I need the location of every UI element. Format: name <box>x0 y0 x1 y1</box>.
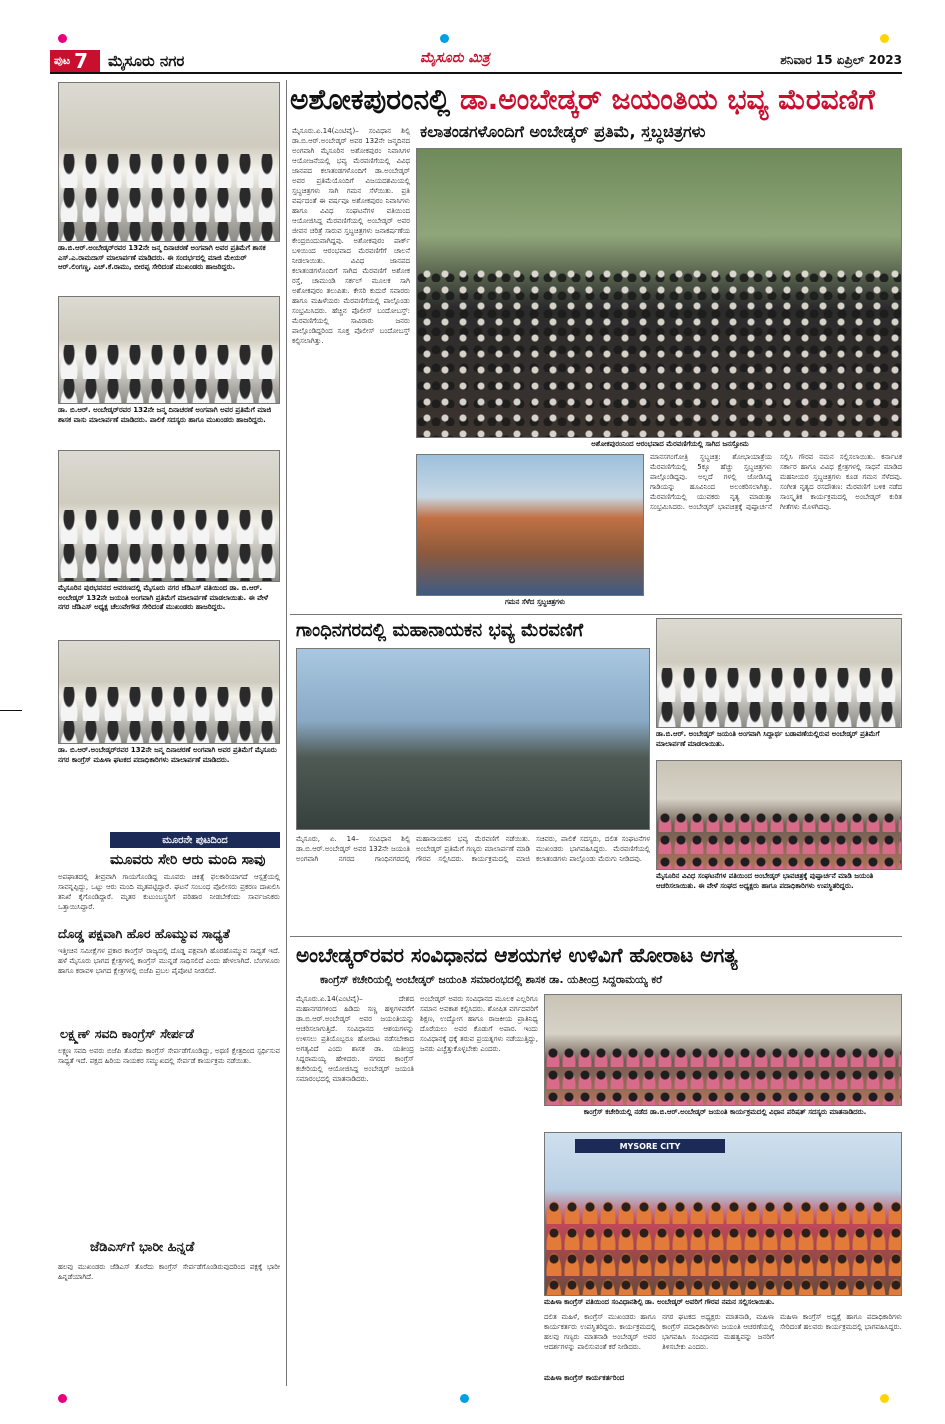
lead-headline <box>290 78 902 122</box>
page-number-box <box>50 50 100 72</box>
briefs-label: ಮೂರನೇ ಪುಟದಿಂದ <box>110 832 280 848</box>
caption-mahila-congress: ಮಹಿಳಾ ಕಾಂಗ್ರೆಸ್ ವತಿಯಿಂದ ಸಂವಿಧಾನಶಿಲ್ಪಿ ಡಾ. ಅಂಬೇಡ್ಕರ್ ಅವರಿಗೆ ಗೌರವ ನಮನ ಸಲ್ಲಿಸಲಾಯಿತು. <box>544 1298 775 1306</box>
column-rule <box>286 80 287 1386</box>
constitution-foot-3: ಮಹಿಳಾ ಕಾಂಗ್ರೆಸ್ ಅಧ್ಯಕ್ಷೆ ಹಾಗೂ ಪದಾಧಿಕಾರಿಗಳು ಸೇರಿದಂತೆ ಹಲವರು ಕಾರ್ಯಕ್ರಮದಲ್ಲಿ ಭಾಗವಹಿಸಿದ್ದರು. <box>780 1313 902 1331</box>
constitution-body-1: ಮೈಸೂರು.ಏ.14(ಎಂಟಿವೈ)– ದೇಶದ ಮಹಾನಗರಗಳಿಂದ ಹಿಡಿದು ಸಣ್ಣ ಹಳ್ಳಿಗಳವರೆಗೆ ಡಾ.ಬಿ.ಆರ್.ಅಂಬೇಡ್ಕರ್ ಅವರ ಜಯಂತಿಯನ್ನು ಆಚರಿಸಲಾಗುತ್ತಿದೆ. ಸಂವಿಧಾನದ ಆಶಯಗಳನ್ನು ಉಳಿಸಲು ಪ್ರತಿಯೊಬ್ಬರೂ ಹೋರಾಟ ನಡೆಸಬೇಕಾದ ಅಗತ್ಯವಿದೆ ಎಂದು ಶಾಸಕ ಡಾ. ಯತೀಂದ್ರ ಸಿದ್ದರಾಮಯ್ಯ ಹೇಳಿದರು. ನಗರದ ಕಾಂಗ್ರೆಸ್ ಕಚೇರಿಯಲ್ಲಿ ಆಯೋಜಿಸಿದ್ದ ಅಂಬೇಡ್ಕರ್ ಜಯಂತಿ ಸಮಾರಂಭದಲ್ಲಿ ಮಾತನಾಡಿದರು. <box>296 995 414 1083</box>
section-rule <box>290 614 902 615</box>
photo-statue-garlanding-4 <box>58 640 280 744</box>
gandhinagar-headline: ಗಾಂಧಿನಗರದಲ್ಲಿ ಮಹಾನಾಯಕನ ಭವ್ಯ ಮೆರವಣಿಗೆ <box>296 620 584 641</box>
constitution-headline: ಅಂಬೇಡ್ಕರ್‌ರವರ ಸಂವಿಧಾನದ ಆಶಯಗಳ ಉಳಿವಿಗೆ ಹೋರಾಟ ಅಗತ್ಯ <box>296 943 738 967</box>
issue-date: ಶನಿವಾರ 15 ಏಪ್ರಿಲ್ 2023 <box>780 53 902 67</box>
caption-procession: ಅಶೋಕಪುರಂನಿಂದ ಆರಂಭವಾದ ಮೆರವಣಿಗೆಯಲ್ಲಿ ಸಾಗಿದ ಜನಸ್ತೋಮ <box>591 440 749 448</box>
brief-body-3: ಲಕ್ಷ್ಮಣ ಸವದಿ ಅವರು ಬಿಜೆಪಿ ತೊರೆದು ಕಾಂಗ್ರೆಸ್ ಸೇರ್ಪಡೆಗೊಂಡಿದ್ದು, ಅಥಣಿ ಕ್ಷೇತ್ರದಿಂದ ಸ್ಪರ್ಧಿಸುವ ಸಾಧ್ಯತೆ ಇದೆ. ಪಕ್ಷದ ಹಿರಿಯ ನಾಯಕರ ಸಮ್ಮುಖದಲ್ಲಿ ಸೇರ್ಪಡೆ ಕಾರ್ಯಕ್ರಮ ನಡೆಯಿತು. <box>58 1047 280 1065</box>
caption-left-4: ಡಾ. ಬಿ.ಆರ್.ಅಂಬೇಡ್ಕರ್‌ರವರ 132ನೇ ಜನ್ಮ ದಿನಾಚರಣೆ ಅಂಗವಾಗಿ ಅವರ ಪ್ರತಿಮೆಗೆ ಮೈಸೂರು ನಗರ ಕಾಂಗ್ರೆಸ್ ಮಹಿಳಾ ಘಟಕದ ಪದಾಧಿಕಾರಿಗಳು ಮಾಲಾರ್ಪಣೆ ಮಾಡಿದರು. <box>58 746 277 764</box>
constitution-foot-2: ನಗರ ಘಟಕದ ಅಧ್ಯಕ್ಷರು ಮಾತನಾಡಿ, ಮಹಿಳಾ ಕಾಂಗ್ರೆಸ್ ಪದಾಧಿಕಾರಿಗಳು ಜಯಂತಿ ಆಚರಣೆಯಲ್ಲಿ ಭಾಗವಹಿಸಿ ಸಂವಿಧಾನದ ಮಹತ್ವವನ್ನು ಜನರಿಗೆ ತಿಳಿಸಬೇಕು ಎಂದರು. <box>662 1313 774 1351</box>
crop-mark <box>0 710 22 711</box>
section-title: ಮೈಸೂರು ನಗರ <box>108 52 185 70</box>
caption-congress-hall: ಕಾಂಗ್ರೆಸ್ ಕಚೇರಿಯಲ್ಲಿ ನಡೆದ ಡಾ.ಬಿ.ಆರ್.ಅಂಬೇಡ್ಕರ್ ಜಯಂತಿ ಕಾರ್ಯಕ್ರಮದಲ್ಲಿ ವಿಧಾನ ಪರಿಷತ್ ಸದಸ್ಯರು ಮಾತನಾಡಿದರು. <box>583 1108 867 1116</box>
caption-left-2: ಡಾ. ಬಿ.ಆರ್. ಅಂಬೇಡ್ಕರ್‌ರವರ 132ನೇ ಜನ್ಮ ದಿನಾಚರಣೆ ಅಂಗವಾಗಿ ಅವರ ಪ್ರತಿಮೆಗೆ ಮಾಜಿ ಶಾಸಕ ವಾಸು ಮಾಲಾರ್ಪಣೆ ಮಾಡಿದರು. ಪಾಲಿಕೆ ಸದಸ್ಯರು ಹಾಗೂ ಮುಖಂಡರು ಹಾಜರಿದ್ದರು. <box>58 406 272 424</box>
photo-memorial-tableau <box>416 454 644 596</box>
photo-gandhinagar-statue <box>296 648 650 830</box>
brief-title-2: ದೊಡ್ಡ ಪಕ್ಷವಾಗಿ ಹೊರ ಹೊಮ್ಮುವ ಸಾಧ್ಯತೆ <box>58 926 230 941</box>
caption-right-2: ಮೈಸೂರಿನ ವಿವಿಧ ಸಂಘಟನೆಗಳ ವತಿಯಿಂದ ಅಂಬೇಡ್ಕರ್ ಭಾವಚಿತ್ರಕ್ಕೆ ಪುಷ್ಪಾರ್ಚನೆ ಮಾಡಿ ಜಯಂತಿ ಆಚರಿಸಲಾಯಿತು. ಈ ವೇಳೆ ಸಂಘದ ಅಧ್ಯಕ್ಷರು ಹಾಗೂ ಪದಾಧಿಕಾರಿಗಳು ಉಪಸ್ಥಿತರಿದ್ದರು. <box>656 872 874 890</box>
photo-statue-garlanding-3 <box>58 450 280 582</box>
registration-mark <box>440 34 449 43</box>
caption-right-1: ಡಾ.ಬಿ.ಆರ್. ಅಂಬೇಡ್ಕರ್ ಜಯಂತಿ ಅಂಗವಾಗಿ ಸಿದ್ದಾರ್ಥ ಬಡಾವಣೆಯಲ್ಲಿರುವ ಅಂಬೇಡ್ಕರ್ ಪ್ರತಿಮೆಗೆ ಮಾಲಾರ್ಪಣೆ ಮಾಡಲಾಯಿತು. <box>656 730 880 748</box>
lead-headline-part2: ಡಾ.ಅಂಬೇಡ್ಕರ್ ಜಯಂತಿಯ ಭವ್ಯ ಮೆರವಣಿಗೆ <box>459 83 875 116</box>
photo-procession-crowd <box>416 148 902 438</box>
constitution-foot-1: ದಲಿತ ಮಹಿಳೆ, ಕಾಂಗ್ರೆಸ್ ಮುಖಂಡರು ಹಾಗೂ ಕಾರ್ಯಕರ್ತರು ಉಪಸ್ಥಿತರಿದ್ದರು. ಕಾರ್ಯಕ್ರಮದಲ್ಲಿ ಹಲವು ಗಣ್ಯರು ಮಾತನಾಡಿ ಅಂಬೇಡ್ಕರ್ ಅವರ ಆದರ್ಶಗಳನ್ನು ಪಾಲಿಸುವಂತೆ ಕರೆ ನೀಡಿದರು. <box>544 1313 656 1351</box>
photo-statue-garlanding-2 <box>58 296 280 404</box>
registration-mark <box>460 1394 469 1403</box>
photo-mahila-congress <box>544 1132 902 1296</box>
registration-mark <box>58 34 67 43</box>
brief-body-2: ಇತ್ತೀಚಿನ ಸಮೀಕ್ಷೆಗಳ ಪ್ರಕಾರ ಕಾಂಗ್ರೆಸ್ ರಾಜ್ಯದಲ್ಲಿ ದೊಡ್ಡ ಪಕ್ಷವಾಗಿ ಹೊರಹೊಮ್ಮುವ ಸಾಧ್ಯತೆ ಇದೆ. ಹಳೆ ಮೈಸೂರು ಭಾಗದ ಕ್ಷೇತ್ರಗಳಲ್ಲಿ ಕಾಂಗ್ರೆಸ್ ಮುನ್ನಡೆ ಸಾಧಿಸಲಿದೆ ಎಂದು ಹೇಳಲಾಗಿದೆ. ಬೆಂಗಳೂರು ಹಾಗೂ ಕರಾವಳಿ ಭಾಗದ ಕ್ಷೇತ್ರಗಳಲ್ಲಿ ಬಿಜೆಪಿ ಪ್ರಬಲ ಪೈಪೋಟಿ ನೀಡಲಿದೆ. <box>58 947 280 975</box>
gandhinagar-body: ಮೈಸೂರು, ಏ. 14– ಸಂವಿಧಾನ ಶಿಲ್ಪಿ ಡಾ.ಬಿ.ಆರ್.ಅಂಬೇಡ್ಕರ್ ಅವರ 132ನೇ ಜಯಂತಿ ಅಂಗವಾಗಿ ನಗರದ ಗಾಂಧಿನಗರದಲ್ಲಿ ಮಹಾನಾಯಕನ ಭವ್ಯ ಮೆರವಣಿಗೆ ನಡೆಯಿತು. ಅಂಬೇಡ್ಕರ್ ಪ್ರತಿಮೆಗೆ ಗಣ್ಯರು ಮಾಲಾರ್ಪಣೆ ಮಾಡಿ ಗೌರವ ಸಲ್ಲಿಸಿದರು. ಕಾರ್ಯಕ್ರಮದಲ್ಲಿ ಮಾಜಿ ಸಚಿವರು, ಪಾಲಿಕೆ ಸದಸ್ಯರು, ದಲಿತ ಸಂಘಟನೆಗಳ ಮುಖಂಡರು ಭಾಗವಹಿಸಿದ್ದರು. ಮೆರವಣಿಗೆಯಲ್ಲಿ ಕಲಾತಂಡಗಳು ಪಾಲ್ಗೊಂಡು ಮೆರುಗು ನೀಡಿದವು. <box>296 835 650 863</box>
page-number: 7 <box>74 49 89 73</box>
lead-subhead: ಕಲಾತಂಡಗಳೊಂದಿಗೆ ಅಂಬೇಡ್ಕರ್ ಪ್ರತಿಮೆ, ಸ್ತಬ್ಧಚಿತ್ರಗಳು <box>420 122 706 141</box>
paper-name: ಮೈಸೂರು ಮಿತ್ರ <box>420 50 490 66</box>
banner-mysore-city: MYSORE CITY <box>575 1139 725 1153</box>
brief-body-4: ಹಲವು ಮುಖಂಡರು ಜೆಡಿಎಸ್ ತೊರೆದು ಕಾಂಗ್ರೆಸ್ ಸೇರ್ಪಡೆಗೊಂಡಿರುವುದರಿಂದ ಪಕ್ಷಕ್ಕೆ ಭಾರೀ ಹಿನ್ನಡೆಯಾಗಿದೆ. <box>58 1263 280 1281</box>
lead-body: ಮೈಸೂರು.ಏ.14(ಎಂಟಿವೈ)– ಸಂವಿಧಾನ ಶಿಲ್ಪಿ ಡಾ.ಬಿ.ಆರ್.ಅಂಬೇಡ್ಕರ್ ಅವರ 132ನೇ ಜನ್ಮದಿನದ ಅಂಗವಾಗಿ ಮೈಸೂರಿನ ಅಶೋಕಪುರಂ ನಿವಾಸಿಗಳ ಆಯೋಜನೆಯಲ್ಲಿ ಭವ್ಯ ಮೆರವಣಿಗೆಯಲ್ಲಿ ವಿವಿಧ ಜಾನಪದ ಕಲಾತಂಡಗಳೊಂದಿಗೆ ಡಾ.ಅಂಬೇಡ್ಕರ್ ಅವರ ಪ್ರತಿಮೆಯೊಂದಿಗೆ ವಿಜಯದಶಮಿಯಲ್ಲಿ ಸ್ತಬ್ಧಚಿತ್ರಗಳು ಸಾಗಿ ಗಮನ ಸೆಳೆಯಿತು. ಪ್ರತಿ ವರ್ಷದಂತೆ ಈ ವರ್ಷವೂ ಅಶೋಕಪುರಂ ನಿವಾಸಿಗಳು ಹಾಗೂ ವಿವಿಧ ಸಂಘಟನೆಗಳ ವತಿಯಿಂದ ಆಯೋಜಿಸಿದ್ದ ಮೆರವಣಿಗೆಯಲ್ಲಿ ಅಂಬೇಡ್ಕರ್ ಅವರ ಜೀವನ ಚರಿತ್ರೆ ಸಾರುವ ಸ್ತಬ್ಧಚಿತ್ರಗಳು ಜನಾಕರ್ಷಣೆಯ ಕೇಂದ್ರಬಿಂದುವಾಗಿದ್ದವು. ಅಶೋಕಪುರಂ ಪಾರ್ಕ್ ಬಳಿಯಿಂದ ಆರಂಭವಾದ ಮೆರವಣಿಗೆಗೆ ಚಾಲನೆ ನೀಡಲಾಯಿತು. ವಿವಿಧ ಜಾನಪದ ಕಲಾತಂಡಗಳೊಂದಿಗೆ ಸಾಗಿದ ಮೆರವಣಿಗೆ ಅಶೋಕ ರಸ್ತೆ, ಚಾಮುಂಡಿ ಸರ್ಕಲ್ ಮೂಲಕ ಸಾಗಿ ಅಶೋಕಪುರಂ ತಲುಪಿತು. ಕೇಸರಿ ಕುದುರೆ ಸವಾರರು ಹಾಗೂ ಮಹಿಳೆಯರು ಮೆರವಣಿಗೆಯಲ್ಲಿ ಪಾಲ್ಗೊಂಡು ಸಂಭ್ರಮಿಸಿದರು. ಹೆಚ್ಚಿನ ಪೊಲೀಸ್ ಬಂದೋಬಸ್ತ್: ಮೆರವಣಿಗೆಯಲ್ಲಿ ಸಾವಿರಾರು ಜನರು ಪಾಲ್ಗೊಂಡಿದ್ದರಿಂದ ಸೂಕ್ತ ಪೊಲೀಸ್ ಬಂದೋಬಸ್ತ್ ಕಲ್ಪಿಸಲಾಗಿತ್ತು. <box>292 127 410 345</box>
brief-title-3: ಲಕ್ಷ್ಮಣ್ ಸವದಿ ಕಾಂಗ್ರೆಸ್ ಸೇರ್ಪಡೆ <box>60 1026 194 1041</box>
caption-tableau: ಗಮನ ಸೆಳೆದ ಸ್ತಬ್ಧಚಿತ್ರಗಳು <box>505 598 565 606</box>
photo-siddartha-layout <box>656 618 902 728</box>
caption-left-1: ಡಾ.ಬಿ.ಆರ್.ಅಂಬೇಡ್ಕರ್‌ರವರ 132ನೇ ಜನ್ಮ ದಿನಾಚರಣೆ ಅಂಗವಾಗಿ ಅವರ ಪ್ರತಿಮೆಗೆ ಶಾಸಕ ಎಸ್.ಎ.ರಾಮದಾಸ್ ಮಾಲಾರ್ಪಣೆ ಮಾಡಿದರು. ಈ ಸಂದರ್ಭದಲ್ಲಿ ಮಾಜಿ ಮೇಯರ್ ಆರ್.ಲಿಂಗಣ್ಣ, ಎಚ್.ಕೆ.ರಾಮು, ಬೀರಪ್ಪ ಸೇರಿದಂತೆ ಮುಖಂಡರು ಹಾಜರಿದ್ದರು. <box>58 244 266 271</box>
page-label: ಪುಟ <box>54 54 71 67</box>
brief-title-1: ಮೂವರು ಸೇರಿ ಆರು ಮಂದಿ ಸಾವು <box>110 852 266 868</box>
constitution-subhead: ಕಾಂಗ್ರೆಸ್ ಕಚೇರಿಯಲ್ಲಿ ಅಂಬೇಡ್ಕರ್ ಜಯಂತಿ ಸಮಾರಂಭದಲ್ಲಿ ಶಾಸಕ ಡಾ. ಯತೀಂದ್ರ ಸಿದ್ದರಾಮಯ್ಯ ಕರೆ <box>320 974 663 986</box>
masthead <box>50 50 902 74</box>
photo-statue-garlanding-1 <box>58 82 280 242</box>
constitution-foot-label: ಮಹಿಳಾ ಕಾಂಗ್ರೆಸ್ ಕಾರ್ಯಕರ್ತರಿಂದ <box>544 1374 625 1382</box>
registration-mark <box>880 1394 889 1403</box>
lead-side-body: ಮಾನಸಗಂಗೋತ್ರಿ ಸ್ಥಬ್ಧಚಿತ್ರ: ಶೋಭಾಯಾತ್ರೆಯ ಮೆರವಣಿಗೆಯಲ್ಲಿ 5ಕ್ಕೂ ಹೆಚ್ಚು ಸ್ತಬ್ಧಚಿತ್ರಗಳು ಪಾಲ್ಗೊಂಡಿದ್ದವು. ಅಲ್ಲದೆ ಗಳಲ್ಲಿ ಜೋಡಿಸಿದ್ದ ಗಾಡಿಯನ್ನು ಹೂವಿನಿಂದ ಅಲಂಕರಿಸಲಾಗಿತ್ತು. ಮೆರವಣಿಗೆಯಲ್ಲಿ ಯುವಕರು ನೃತ್ಯ ಮಾಡುತ್ತಾ ಸಂಭ್ರಮಿಸಿದರು. ಅಂಬೇಡ್ಕರ್ ಭಾವಚಿತ್ರಕ್ಕೆ ಪುಷ್ಪಾರ್ಚನೆ ಸಲ್ಲಿಸಿ ಗೌರವ ನಮನ ಸಲ್ಲಿಸಲಾಯಿತು. ಕರ್ನಾಟಕ ಸರ್ಕಾರ ಹಾಗೂ ವಿವಿಧ ಕ್ಷೇತ್ರಗಳಲ್ಲಿ ಸಾಧನೆ ಮಾಡಿದ ಮಹನೀಯರ ಸ್ತಬ್ಧಚಿತ್ರಗಳು ಕೂಡ ಗಮನ ಸೆಳೆದವು. ಸಂಗೀತ ನೃತ್ಯದ ರಸದೌತಣ: ಮೆರವಣಿಗೆ ಬಳಿಕ ನಡೆದ ಸಾಂಸ್ಕೃತಿಕ ಕಾರ್ಯಕ್ರಮದಲ್ಲಿ ಅಂಬೇಡ್ಕರ್ ಕುರಿತ ಗೀತೆಗಳು ಮೊಳಗಿದವು. <box>650 453 902 511</box>
registration-mark <box>880 34 889 43</box>
lead-headline-part1: ಅಶೋಕಪುರಂನಲ್ಲಿ <box>290 83 460 116</box>
caption-left-3: ಮೈಸೂರಿನ ಪುರಭವನದ ಆವರಣದಲ್ಲಿ ಮೈಸೂರು ನಗರ ಜೆಡಿಎಸ್ ವತಿಯಿಂದ ಡಾ. ಬಿ.ಆರ್. ಅಂಬೇಡ್ಕರ್ 132ನೇ ಜಯಂತಿ ಅಂಗವಾಗಿ ಪ್ರತಿಮೆಗೆ ಮಾಲಾರ್ಪಣೆ ಮಾಡಲಾಯಿತು. ಈ ವೇಳೆ ನಗರ ಜೆಡಿಎಸ್ ಅಧ್ಯಕ್ಷ ಚೆಲುವೇಗೌಡ ಸೇರಿದಂತೆ ಮುಖಂಡರು ಹಾಜರಿದ್ದರು. <box>58 584 268 611</box>
photo-portrait-tribute <box>656 760 902 870</box>
photo-congress-hall <box>544 994 902 1106</box>
section-rule <box>290 936 902 937</box>
constitution-body-2: ಅಂಬೇಡ್ಕರ್ ಅವರು ಸಂವಿಧಾನದ ಮೂಲಕ ಎಲ್ಲರಿಗೂ ಸಮಾನ ಅವಕಾಶ ಕಲ್ಪಿಸಿದರು. ಶೋಷಿತ ವರ್ಗದವರಿಗೆ ಶಿಕ್ಷಣ, ಉದ್ಯೋಗ ಹಾಗೂ ರಾಜಕೀಯ ಪ್ರಾತಿನಿಧ್ಯ ದೊರೆಯಲು ಅವರ ಕೊಡುಗೆ ಅಪಾರ. ಇಂದು ಸಂವಿಧಾನಕ್ಕೆ ಧಕ್ಕೆ ತರುವ ಪ್ರಯತ್ನಗಳು ನಡೆಯುತ್ತಿದ್ದು, ಜನರು ಎಚ್ಚೆತ್ತುಕೊಳ್ಳಬೇಕು ಎಂದರು. <box>420 995 538 1053</box>
registration-mark <box>58 1394 67 1403</box>
brief-body-1: ಅಪಘಾತದಲ್ಲಿ ತೀವ್ರವಾಗಿ ಗಾಯಗೊಂಡಿದ್ದ ಮೂವರು ಚಿಕಿತ್ಸೆ ಫಲಕಾರಿಯಾಗದೆ ಆಸ್ಪತ್ರೆಯಲ್ಲಿ ಸಾವನ್ನಪ್ಪಿದ್ದು, ಒಟ್ಟು ಆರು ಮಂದಿ ಮೃತಪಟ್ಟಿದ್ದಾರೆ. ಘಟನೆ ಸಂಬಂಧ ಪೊಲೀಸರು ಪ್ರಕರಣ ದಾಖಲಿಸಿ ತನಿಖೆ ಕೈಗೊಂಡಿದ್ದಾರೆ. ಮೃತರ ಕುಟುಂಬಸ್ಥರಿಗೆ ಪರಿಹಾರ ನೀಡಬೇಕೆಂದು ಸಾರ್ವಜನಿಕರು ಒತ್ತಾಯಿಸಿದ್ದಾರೆ. <box>58 873 280 911</box>
brief-title-4: ಜೆಡಿಎಸ್‌ಗೆ ಭಾರೀ ಹಿನ್ನಡೆ <box>90 1240 195 1255</box>
